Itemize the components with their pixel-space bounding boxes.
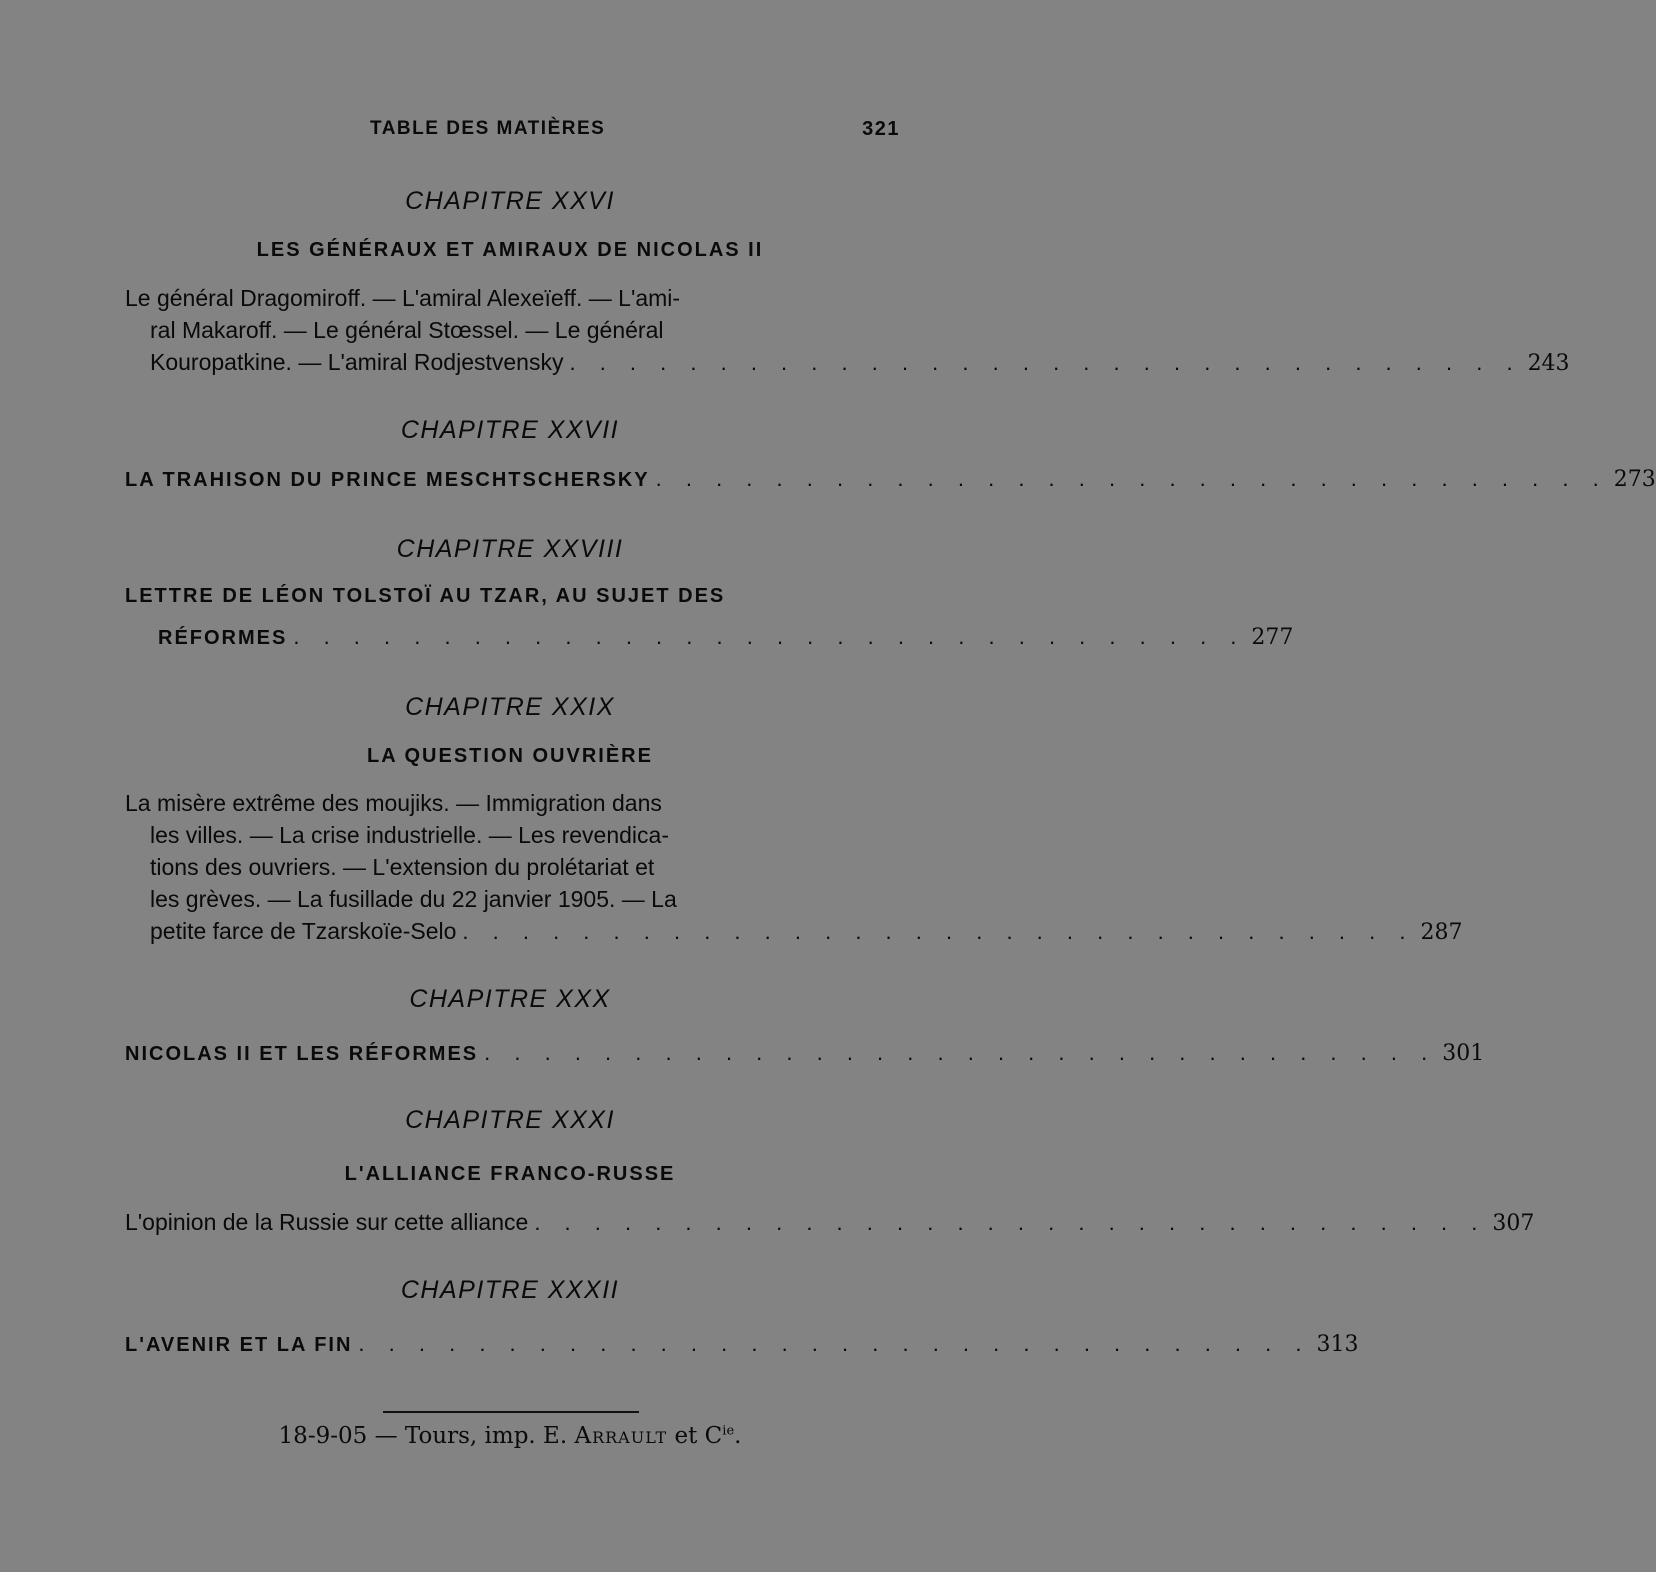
entry-last-line: NICOLAS II ET LES RÉFORMES [125,1043,479,1065]
entry-line: les grèves. — La fusillade du 22 janvier 1905. — La [150,886,677,912]
entry-page-number: 313 [1316,1332,1359,1357]
entry-line: ral Makaroff. — Le général Stœssel. — Le général [150,317,664,343]
toc-entry[interactable] [158,624,1294,654]
chapter-heading: CHAPITRE XXIX [405,693,615,721]
toc-entry[interactable] [150,349,1570,379]
toc-entry[interactable] [125,466,1656,496]
entry-last-line: L'opinion de la Russie sur cette alliance [125,1209,529,1235]
running-head [120,118,900,148]
entry-last-line: petite farce de Tzarskoïe-Selo [150,918,457,944]
chapter-heading: CHAPITRE XXX [409,985,611,1013]
footer-rule [383,1411,639,1413]
page-number: 321 [862,118,900,140]
imprint-place: Tours, imp. E. [404,1423,575,1449]
imprint-separator: — [367,1423,405,1449]
entry-page-number: 307 [1492,1211,1535,1236]
dot-leader: . . . . . . . . . . . . . . . . . . . . . . . . . . . . . . . . [655,466,1608,491]
entry-last-line: LA TRAHISON DU PRINCE MESCHTSCHERSKY [125,469,650,491]
entry-page-number: 273 [1613,467,1656,492]
entry-last-line: Kouropatkine. — L'amiral Rodjestvensky [150,349,564,375]
entry-page-number: 277 [1251,625,1294,650]
entry-line: les villes. — La crise industrielle. — Les revendica- [150,822,669,848]
toc-entry[interactable] [125,1331,1359,1361]
imprint-end: . [734,1423,742,1449]
toc-entry[interactable] [150,918,1463,948]
entry-line: Le général Dragomiroff. — L'amiral Alexeïeff. — L'ami- [125,285,681,311]
imprint-date: 18-9-05 [278,1423,368,1449]
chapter-heading: CHAPITRE XXVIII [396,535,624,563]
chapter-heading: CHAPITRE XXXII [400,1276,620,1304]
entry-last-line: RÉFORMES [158,627,288,649]
imprint-tail: et C [667,1423,723,1449]
toc-entry[interactable] [125,1040,1485,1070]
entry-line: La misère extrême des moujiks. — Immigration dans [125,790,662,816]
running-head-title: TABLE DES MATIÈRES [370,118,606,139]
printer-imprint [120,1423,900,1449]
entry-line: tions des ouvriers. — L'extension du prolétariat et [150,854,655,880]
dot-leader: . . . . . . . . . . . . . . . . . . . . . . . . . . . . . . . . [484,1040,1437,1065]
chapter-title: L'ALLIANCE FRANCO-RUSSE [344,1163,676,1185]
entry-page-number: 301 [1442,1041,1485,1066]
entry-page-number: 287 [1420,920,1463,945]
imprint-printer: Arrault [574,1423,668,1449]
entry-line: LETTRE DE LÉON TOLSTOÏ AU TZAR, AU SUJET DES [125,585,726,607]
dot-leader: . . . . . . . . . . . . . . . . . . . . . . . . . . . . . . . . [534,1210,1487,1235]
entry-last-line: L'AVENIR ET LA FIN [125,1334,353,1356]
chapter-title: LES GÉNÉRAUX ET AMIRAUX DE NICOLAS II [256,239,764,261]
chapter-heading: CHAPITRE XXVII [400,416,620,444]
imprint-superscript: ie [722,1423,735,1439]
chapter-heading: CHAPITRE XXVI [405,187,615,215]
entry-page-number: 243 [1527,351,1570,376]
dot-leader: . . . . . . . . . . . . . . . . . . . . . . . . . . . . . . . . [293,624,1246,649]
chapter-heading: CHAPITRE XXXI [405,1106,615,1134]
toc-entry[interactable] [125,1209,1535,1239]
dot-leader: . . . . . . . . . . . . . . . . . . . . . . . . . . . . . . . . [569,350,1522,375]
dot-leader: . . . . . . . . . . . . . . . . . . . . . . . . . . . . . . . . [358,1331,1311,1356]
dot-leader: . . . . . . . . . . . . . . . . . . . . . . . . . . . . . . . . [462,919,1415,944]
chapter-title: LA QUESTION OUVRIÈRE [367,745,653,767]
